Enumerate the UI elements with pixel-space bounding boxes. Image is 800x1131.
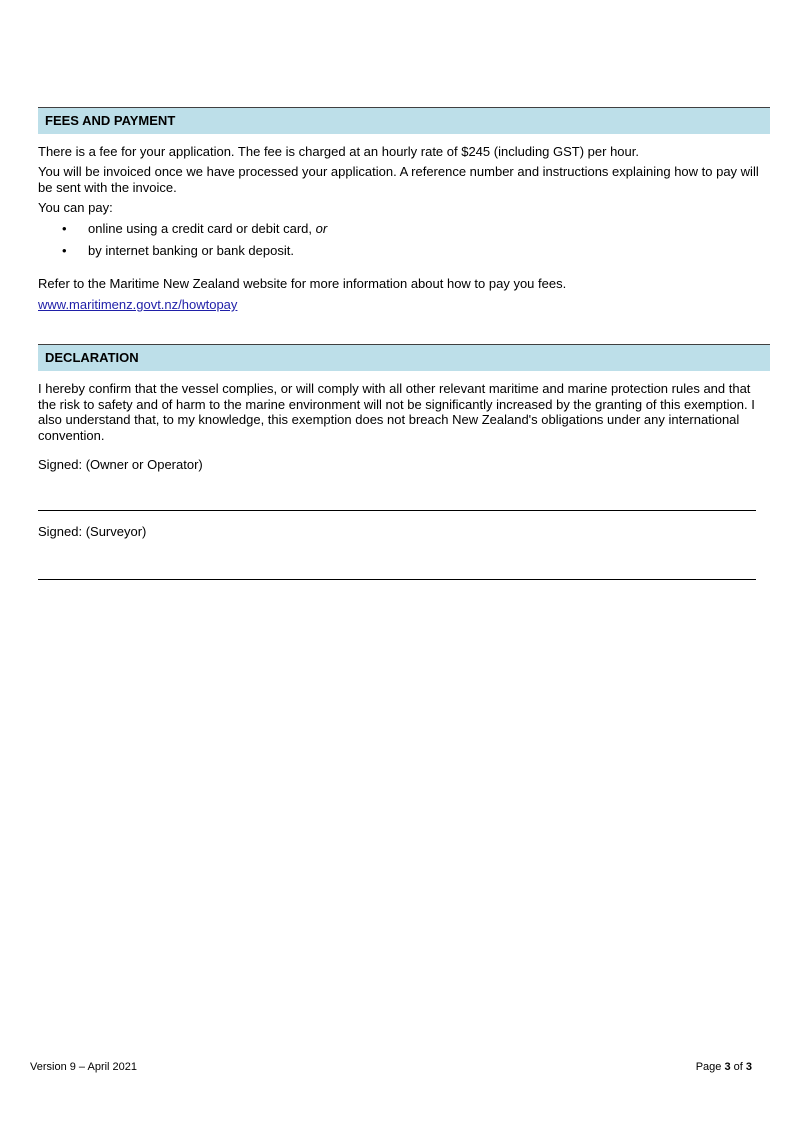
you-can-pay-text: You can pay:	[38, 200, 113, 215]
howtopay-link-text[interactable]: www.maritimenz.govt.nz/howtopay	[38, 297, 238, 312]
page-number	[696, 1061, 752, 1074]
invoice-text: You will be invoiced once we have processed your application. A reference number and instructions explaining how to pay will be sent with the invoice.	[38, 164, 759, 195]
declaration-text: I hereby confirm that the vessel complies, or will comply with all other relevant maritime and marine protection rules and that the risk to safety and of harm to the marine environment will not be significantly increased by the granting of this exemption. I also understand that, to my knowledge, this exemption does not breach New Zealand's obligations under any international convention.	[38, 381, 755, 443]
howtopay-link[interactable]	[38, 297, 237, 313]
fees-section-heading: FEES AND PAYMENT	[38, 107, 770, 134]
page-current: 3	[724, 1061, 731, 1073]
page-of: of	[730, 1061, 746, 1073]
signed-owner-label: Signed: (Owner or Operator)	[38, 457, 203, 472]
bullet-text: online using a credit card or debit card,	[88, 221, 316, 236]
page-prefix: Page	[695, 1061, 725, 1073]
list-item	[62, 243, 294, 259]
version-footer: Version 9 – April 2021	[30, 1061, 138, 1073]
bullet-icon: •	[62, 221, 67, 236]
surveyor-signature-line[interactable]	[38, 579, 756, 580]
bullet-text: by internet banking or bank deposit.	[88, 243, 294, 258]
refer-text: Refer to the Maritime New Zealand website for more information about how to pay you fees.	[38, 276, 567, 291]
page-total: 3	[745, 1061, 752, 1073]
bullet-text-italic: or	[315, 221, 328, 236]
owner-signature-line[interactable]	[38, 510, 756, 511]
declaration-section-heading: DECLARATION	[38, 344, 770, 371]
list-item	[62, 221, 327, 237]
bullet-icon: •	[62, 243, 67, 258]
fee-rate-text: There is a fee for your application. The fee is charged at an hourly rate of $245 (including GST) per hour.	[38, 144, 639, 159]
signed-surveyor-label: Signed: (Surveyor)	[38, 524, 147, 539]
